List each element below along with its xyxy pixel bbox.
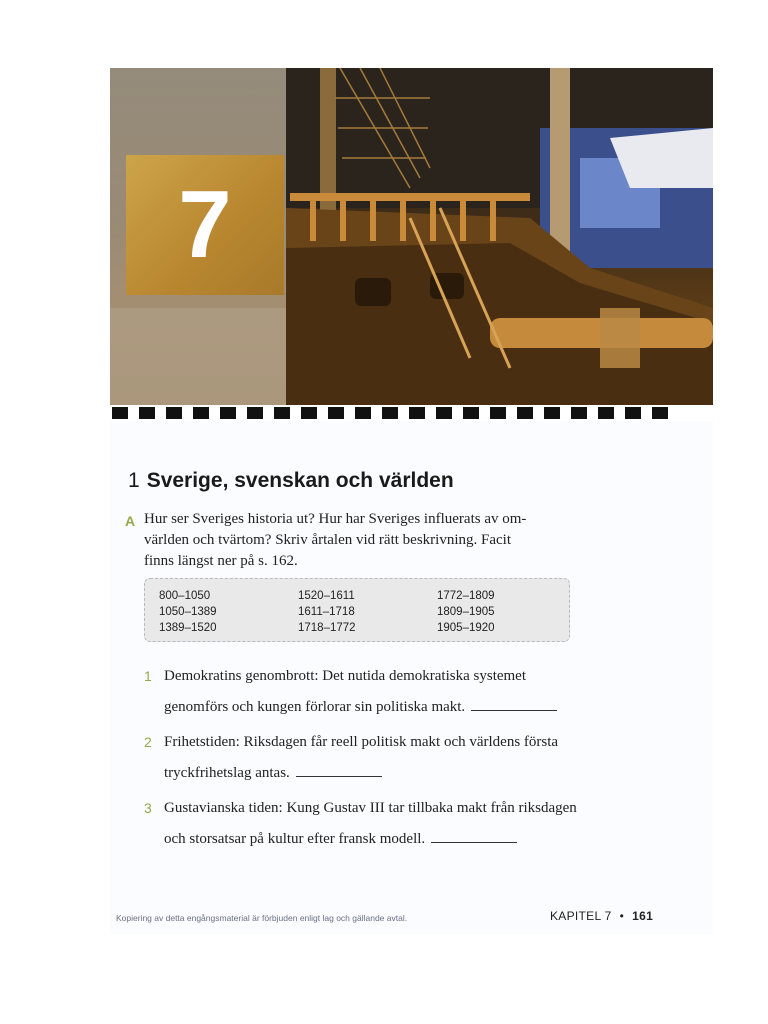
year-column [159,588,217,636]
workbook-page [110,68,713,934]
section-title: Sverige, svenskan och världen [146,469,454,492]
answer-blank[interactable] [431,830,517,843]
ship-photo [110,68,713,405]
task-letter: A [125,513,136,529]
question-text: och storsatsar på kultur efter fransk modell. [164,831,426,847]
question-text: Frihetstiden: Riksdagen får reell politisk makt och världens första [164,734,559,750]
question-text: genomförs och kungen förlorar sin politiska makt. [164,699,466,715]
task-instructions [144,509,554,572]
answer-blank[interactable] [471,698,557,711]
year-range: 1905–1920 [437,622,495,634]
footer-separator: • [619,909,625,923]
instruction-line: Hur ser Sveriges historia ut? Hur har Sveriges influerats av om- [144,511,527,527]
year-range: 1389–1520 [159,622,217,634]
year-range: 1611–1718 [298,606,355,618]
year-range: 1809–1905 [437,606,495,618]
page-footer [550,909,653,923]
section-number: 1 [128,469,140,492]
question-number: 2 [144,734,152,750]
year-range: 1050–1389 [159,606,217,618]
question-text: Gustavianska tiden: Kung Gustav III tar tillbaka makt från riksdagen [164,800,577,816]
year-column [298,588,356,636]
question-number: 1 [144,668,152,684]
year-range: 1718–1772 [298,622,356,634]
chapter-number: 7 [178,171,232,278]
year-range: 800–1050 [159,590,211,602]
year-range: 1520–1611 [298,590,355,602]
chapter-label: KAPITEL 7 [550,909,612,923]
question-text: tryckfrihetslag antas. [164,765,290,781]
question-number: 3 [144,800,152,816]
year-column [437,588,495,636]
copyright-notice: Kopiering av detta engångsmaterial är förbjuden enligt lag och gällande avtal. [116,913,408,923]
page-number: 161 [632,909,654,923]
year-ranges-box [144,578,570,642]
instruction-line: finns längst ner på s. 162. [144,553,298,569]
section-heading [128,469,454,493]
answer-blank[interactable] [296,764,382,777]
question-text: Demokratins genombrott: Det nutida demokratiska systemet [164,668,527,684]
year-range: 1772–1809 [437,590,495,602]
filmstrip-divider [110,405,713,421]
chapter-number-box [126,155,284,295]
instruction-line: världen och tvärtom? Skriv årtalen vid rätt beskrivning. Facit [144,532,511,548]
